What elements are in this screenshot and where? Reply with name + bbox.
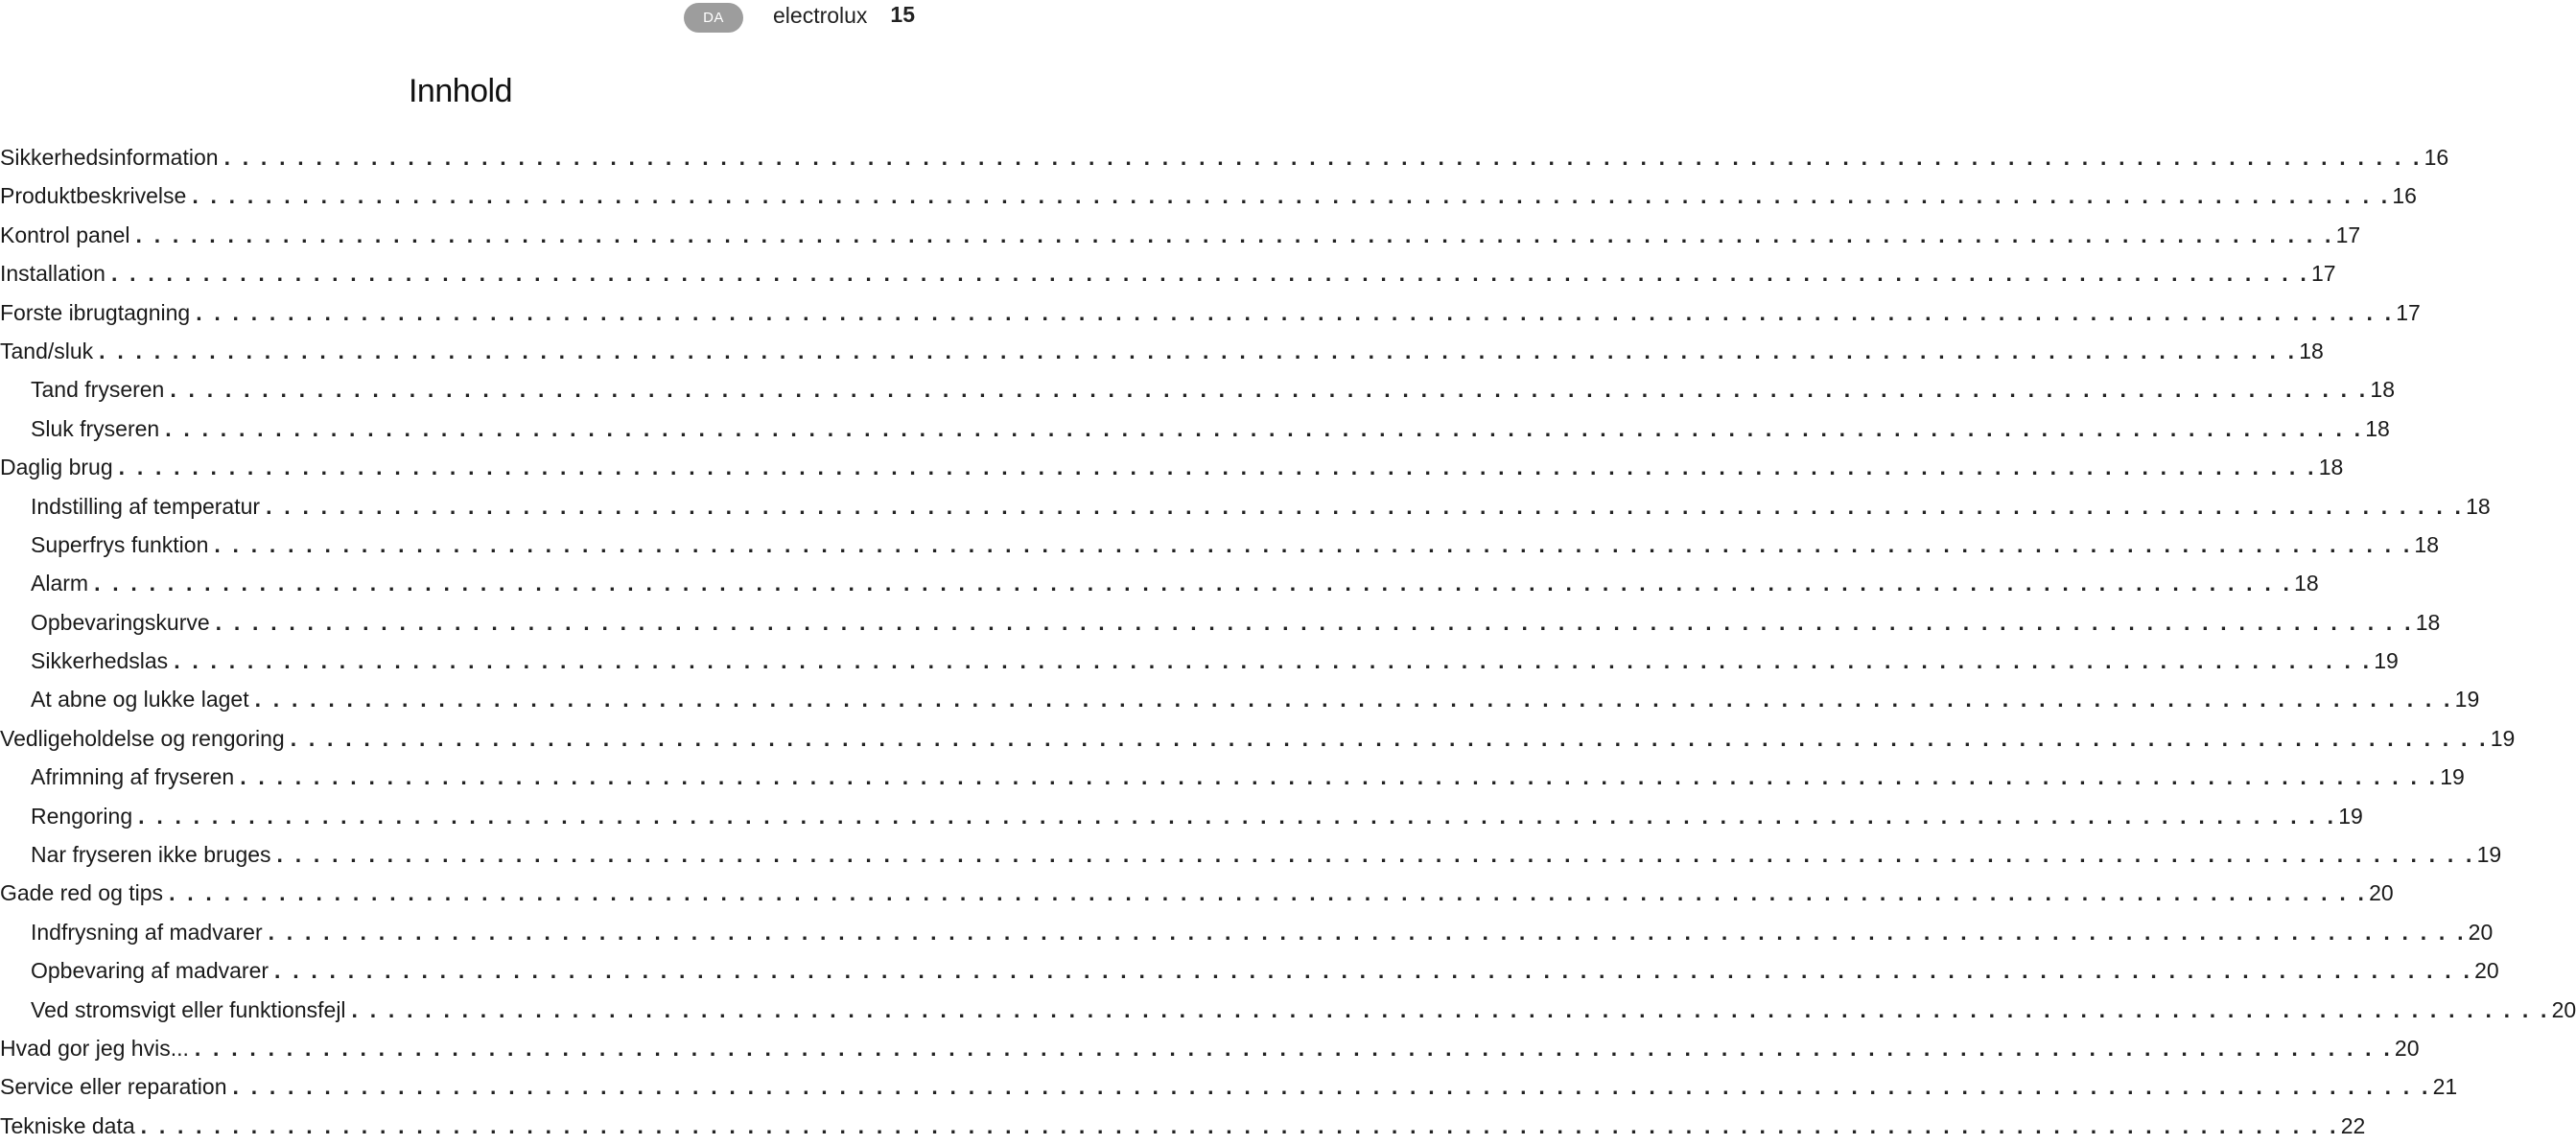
toc-entry[interactable]	[0, 719, 2516, 758]
toc-dot-leader: . . . . . . . . . . . . . . . . . . . . . . . . . . . . . . . . . . . . . . . . . . . . . . . . . . . . . . . . . . . . . . . . . . . . . . . . . . . . . . . . . . . . . . . . . . . . . . . . . . . . . . . . . . . . . . . . . . . . . . . .	[169, 880, 2368, 906]
toc-entry[interactable]	[0, 526, 2440, 564]
toc-entry[interactable]	[0, 370, 2395, 409]
toc-entry[interactable]	[0, 332, 2324, 370]
toc-entry-label: Service eller reparation	[0, 1074, 227, 1100]
toc-entry-label: Tekniske data	[0, 1112, 135, 1138]
toc-entry-label: Ved stromsvigt eller funktionsfejl	[31, 996, 346, 1022]
toc-entry[interactable]	[0, 1107, 2366, 1145]
toc-entry[interactable]	[0, 487, 2491, 526]
toc-dot-leader: . . . . . . . . . . . . . . . . . . . . . . . . . . . . . . . . . . . . . . . . . . . . . . . . . . . . . . . . . . . . . . . . . . . . . . . . . . . . . . . . . . . . . . . . . . . . . . . . . . . . . . . . . . . . . . . . . . . . . . . .	[110, 261, 2310, 287]
toc-entry-label: Produktbeskrivelse	[0, 183, 187, 209]
toc-entry-page: 18	[2466, 493, 2491, 519]
toc-entry-label: Rengoring	[31, 803, 133, 829]
toc-entry-label: Sluk fryseren	[31, 415, 160, 441]
toc-dot-leader: . . . . . . . . . . . . . . . . . . . . . . . . . . . . . . . . . . . . . . . . . . . . . . . . . . . . . . . . . . . . . . . . . . . . . . . . . . . . . . . . . . . . . . . . . . . . . . . . . . . . . . . . . . . . . . . . . . . . . . . .	[170, 377, 2369, 403]
brand-name: electrolux	[773, 3, 868, 28]
toc-entry[interactable]	[0, 913, 2494, 951]
toc-entry[interactable]	[0, 680, 2480, 718]
toc-entry-page: 19	[2454, 687, 2480, 713]
toc-dot-leader: . . . . . . . . . . . . . . . . . . . . . . . . . . . . . . . . . . . . . . . . . . . . . . . . . . . . . . . . . . . . . . . . . . . . . . . . . . . . . . . . . . . . . . . . . . . . . . . . . . . . . . . . . . . . . . . . . . . . . . . .	[351, 996, 2550, 1022]
toc-entry[interactable]	[0, 758, 2465, 796]
toc-dot-leader: . . . . . . . . . . . . . . . . . . . . . . . . . . . . . . . . . . . . . . . . . . . . . . . . . . . . . . . . . . . . . . . . . . . . . . . . . . . . . . . . . . . . . . . . . . . . . . . . . . . . . . . . . . . . . . . . . . . . . . . .	[274, 958, 2473, 984]
page-number: 15	[890, 2, 915, 27]
toc-entry-label: Opbevaring af madvarer	[31, 958, 269, 984]
toc-dot-leader: . . . . . . . . . . . . . . . . . . . . . . . . . . . . . . . . . . . . . . . . . . . . . . . . . . . . . . . . . . . . . . . . . . . . . . . . . . . . . . . . . . . . . . . . . . . . . . . . . . . . . . . . . . . . . . . . . . . . . . . .	[268, 919, 2467, 945]
toc-dot-leader: . . . . . . . . . . . . . . . . . . . . . . . . . . . . . . . . . . . . . . . . . . . . . . . . . . . . . . . . . . . . . . . . . . . . . . . . . . . . . . . . . . . . . . . . . . . . . . . . . . . . . . . . . . . . . . . . . . . . . . . .	[232, 1074, 2431, 1100]
toc-entry[interactable]	[0, 642, 2399, 680]
toc-entry-label: Sikkerhedslas	[31, 648, 169, 674]
toc-entry-page: 18	[2294, 571, 2319, 596]
toc-entry-label: Nar fryseren ikke bruges	[31, 842, 271, 868]
toc-dot-leader: . . . . . . . . . . . . . . . . . . . . . . . . . . . . . . . . . . . . . . . . . . . . . . . . . . . . . . . . . . . . . . . . . . . . . . . . . . . . . . . . . . . . . . . . . . . . . . . . . . . . . . . . . . . . . . . . . . . . . . . .	[99, 338, 2298, 363]
toc-entry[interactable]	[0, 564, 2319, 602]
toc-entry[interactable]	[0, 835, 2502, 874]
toc-dot-leader: . . . . . . . . . . . . . . . . . . . . . . . . . . . . . . . . . . . . . . . . . . . . . . . . . . . . . . . . . . . . . . . . . . . . . . . . . . . . . . . . . . . . . . . . . . . . . . . . . . . . . . . . . . . . . . . . . . . . . . . .	[276, 842, 2475, 868]
toc-dot-leader: . . . . . . . . . . . . . . . . . . . . . . . . . . . . . . . . . . . . . . . . . . . . . . . . . . . . . . . . . . . . . . . . . . . . . . . . . . . . . . . . . . . . . . . . . . . . . . . . . . . . . . . . . . . . . . . . . . . . . . . .	[223, 145, 2423, 170]
toc-dot-leader: . . . . . . . . . . . . . . . . . . . . . . . . . . . . . . . . . . . . . . . . . . . . . . . . . . . . . . . . . . . . . . . . . . . . . . . . . . . . . . . . . . . . . . . . . . . . . . . . . . . . . . . . . . . . . . . . . . . . . . . .	[266, 493, 2465, 519]
toc-entry[interactable]	[0, 951, 2499, 990]
toc-entry-page: 20	[2369, 880, 2394, 906]
toc-dot-leader: . . . . . . . . . . . . . . . . . . . . . . . . . . . . . . . . . . . . . . . . . . . . . . . . . . . . . . . . . . . . . . . . . . . . . . . . . . . . . . . . . . . . . . . . . . . . . . . . . . . . . . . . . . . . . . . . . . . . . . . .	[138, 803, 2337, 829]
toc-entry[interactable]	[0, 409, 2390, 448]
toc-entry[interactable]	[0, 874, 2394, 912]
page-header	[671, 0, 921, 36]
toc-entry-page: 19	[2338, 803, 2363, 829]
toc-entry-label: Forste ibrugtagning	[0, 299, 191, 325]
toc-dot-leader: . . . . . . . . . . . . . . . . . . . . . . . . . . . . . . . . . . . . . . . . . . . . . . . . . . . . . . . . . . . . . . . . . . . . . . . . . . . . . . . . . . . . . . . . . . . . . . . . . . . . . . . . . . . . . . . . . . . . . . . .	[118, 455, 2317, 480]
page-title: Innhold	[408, 73, 513, 109]
toc-entry[interactable]	[0, 797, 2363, 835]
toc-dot-leader: . . . . . . . . . . . . . . . . . . . . . . . . . . . . . . . . . . . . . . . . . . . . . . . . . . . . . . . . . . . . . . . . . . . . . . . . . . . . . . . . . . . . . . . . . . . . . . . . . . . . . . . . . . . . . . . . . . . . . . . .	[192, 183, 2391, 209]
toc-dot-leader: . . . . . . . . . . . . . . . . . . . . . . . . . . . . . . . . . . . . . . . . . . . . . . . . . . . . . . . . . . . . . . . . . . . . . . . . . . . . . . . . . . . . . . . . . . . . . . . . . . . . . . . . . . . . . . . . . . . . . . . .	[196, 299, 2395, 325]
toc-entry-page: 19	[2476, 842, 2502, 868]
toc-entry-label: Installation	[0, 261, 105, 287]
toc-entry-page: 17	[2311, 261, 2336, 287]
toc-entry-page: 18	[2318, 455, 2344, 480]
toc-entry[interactable]	[0, 448, 2344, 486]
toc-dot-leader: . . . . . . . . . . . . . . . . . . . . . . . . . . . . . . . . . . . . . . . . . . . . . . . . . . . . . . . . . . . . . . . . . . . . . . . . . . . . . . . . . . . . . . . . . . . . . . . . . . . . . . . . . . . . . . . . . . . . . . . .	[140, 1112, 2339, 1138]
toc-entry[interactable]	[0, 138, 2449, 176]
toc-dot-leader: . . . . . . . . . . . . . . . . . . . . . . . . . . . . . . . . . . . . . . . . . . . . . . . . . . . . . . . . . . . . . . . . . . . . . . . . . . . . . . . . . . . . . . . . . . . . . . . . . . . . . . . . . . . . . . . . . . . . . . . .	[135, 222, 2334, 247]
language-badge: DA	[684, 3, 743, 33]
toc-entry-page: 17	[2396, 299, 2421, 325]
toc-entry[interactable]	[0, 254, 2336, 292]
toc-entry-label: Indstilling af temperatur	[31, 493, 261, 519]
toc-entry-page: 20	[2551, 996, 2576, 1022]
toc-entry-page: 17	[2335, 222, 2361, 247]
toc-entry-page: 18	[2415, 609, 2441, 635]
toc-entry-page: 20	[2468, 919, 2494, 945]
toc-entry[interactable]	[0, 176, 2417, 215]
toc-entry-label: Daglig brug	[0, 455, 113, 480]
toc-entry-label: Gade red og tips	[0, 880, 164, 906]
toc-dot-leader: . . . . . . . . . . . . . . . . . . . . . . . . . . . . . . . . . . . . . . . . . . . . . . . . . . . . . . . . . . . . . . . . . . . . . . . . . . . . . . . . . . . . . . . . . . . . . . . . . . . . . . . . . . . . . . . . . . . . . . . .	[290, 725, 2489, 751]
toc-dot-leader: . . . . . . . . . . . . . . . . . . . . . . . . . . . . . . . . . . . . . . . . . . . . . . . . . . . . . . . . . . . . . . . . . . . . . . . . . . . . . . . . . . . . . . . . . . . . . . . . . . . . . . . . . . . . . . . . . . . . . . . .	[94, 571, 2293, 596]
toc-dot-leader: . . . . . . . . . . . . . . . . . . . . . . . . . . . . . . . . . . . . . . . . . . . . . . . . . . . . . . . . . . . . . . . . . . . . . . . . . . . . . . . . . . . . . . . . . . . . . . . . . . . . . . . . . . . . . . . . . . . . . . . .	[214, 531, 2413, 557]
toc-entry-page: 19	[2490, 725, 2516, 751]
toc-entry[interactable]	[0, 293, 2421, 332]
toc-entry-label: Tand fryseren	[31, 377, 165, 403]
toc-entry-label: Vedligeholdelse og rengoring	[0, 725, 285, 751]
toc-entry-label: Kontrol panel	[0, 222, 130, 247]
toc-entry-page: 16	[2392, 183, 2417, 209]
toc-entry[interactable]	[0, 216, 2361, 254]
toc-dot-leader: . . . . . . . . . . . . . . . . . . . . . . . . . . . . . . . . . . . . . . . . . . . . . . . . . . . . . . . . . . . . . . . . . . . . . . . . . . . . . . . . . . . . . . . . . . . . . . . . . . . . . . . . . . . . . . . . . . . . . . . .	[165, 415, 2364, 441]
toc-entry-page: 18	[2414, 531, 2440, 557]
toc-entry[interactable]	[0, 991, 2576, 1029]
table-of-contents	[0, 138, 2576, 1145]
toc-entry-label: Superfrys funktion	[31, 531, 209, 557]
toc-entry-page: 19	[2440, 764, 2465, 790]
toc-entry-label: Hvad gor jeg hvis...	[0, 1035, 189, 1061]
toc-entry-page: 20	[2394, 1035, 2420, 1061]
toc-entry-label: Tand/sluk	[0, 338, 94, 363]
toc-dot-leader: . . . . . . . . . . . . . . . . . . . . . . . . . . . . . . . . . . . . . . . . . . . . . . . . . . . . . . . . . . . . . . . . . . . . . . . . . . . . . . . . . . . . . . . . . . . . . . . . . . . . . . . . . . . . . . . . . . . . . . . .	[174, 648, 2373, 674]
toc-entry-label: Alarm	[31, 571, 89, 596]
toc-entry-page: 20	[2474, 958, 2499, 984]
toc-entry[interactable]	[0, 1029, 2420, 1067]
toc-dot-leader: . . . . . . . . . . . . . . . . . . . . . . . . . . . . . . . . . . . . . . . . . . . . . . . . . . . . . . . . . . . . . . . . . . . . . . . . . . . . . . . . . . . . . . . . . . . . . . . . . . . . . . . . . . . . . . . . . . . . . . . .	[215, 609, 2414, 635]
toc-entry-label: Opbevaringskurve	[31, 609, 210, 635]
toc-entry-page: 16	[2424, 145, 2449, 170]
toc-entry-page: 18	[2299, 338, 2324, 363]
toc-entry-label: Sikkerhedsinformation	[0, 145, 219, 170]
toc-entry-label: Afrimning af fryseren	[31, 764, 235, 790]
toc-dot-leader: . . . . . . . . . . . . . . . . . . . . . . . . . . . . . . . . . . . . . . . . . . . . . . . . . . . . . . . . . . . . . . . . . . . . . . . . . . . . . . . . . . . . . . . . . . . . . . . . . . . . . . . . . . . . . . . . . . . . . . . .	[194, 1035, 2393, 1061]
toc-entry-label: Indfrysning af madvarer	[31, 919, 263, 945]
toc-entry-page: 22	[2340, 1112, 2366, 1138]
toc-entry-page: 18	[2370, 377, 2395, 403]
toc-entry-page: 21	[2432, 1074, 2458, 1100]
toc-entry-page: 19	[2374, 648, 2399, 674]
toc-dot-leader: . . . . . . . . . . . . . . . . . . . . . . . . . . . . . . . . . . . . . . . . . . . . . . . . . . . . . . . . . . . . . . . . . . . . . . . . . . . . . . . . . . . . . . . . . . . . . . . . . . . . . . . . . . . . . . . . . . . . . . . .	[254, 687, 2453, 713]
toc-entry-label: At abne og lukke laget	[31, 687, 249, 713]
toc-entry[interactable]	[0, 603, 2441, 642]
toc-dot-leader: . . . . . . . . . . . . . . . . . . . . . . . . . . . . . . . . . . . . . . . . . . . . . . . . . . . . . . . . . . . . . . . . . . . . . . . . . . . . . . . . . . . . . . . . . . . . . . . . . . . . . . . . . . . . . . . . . . . . . . . .	[240, 764, 2439, 790]
toc-entry-page: 18	[2365, 415, 2390, 441]
toc-entry[interactable]	[0, 1067, 2458, 1106]
